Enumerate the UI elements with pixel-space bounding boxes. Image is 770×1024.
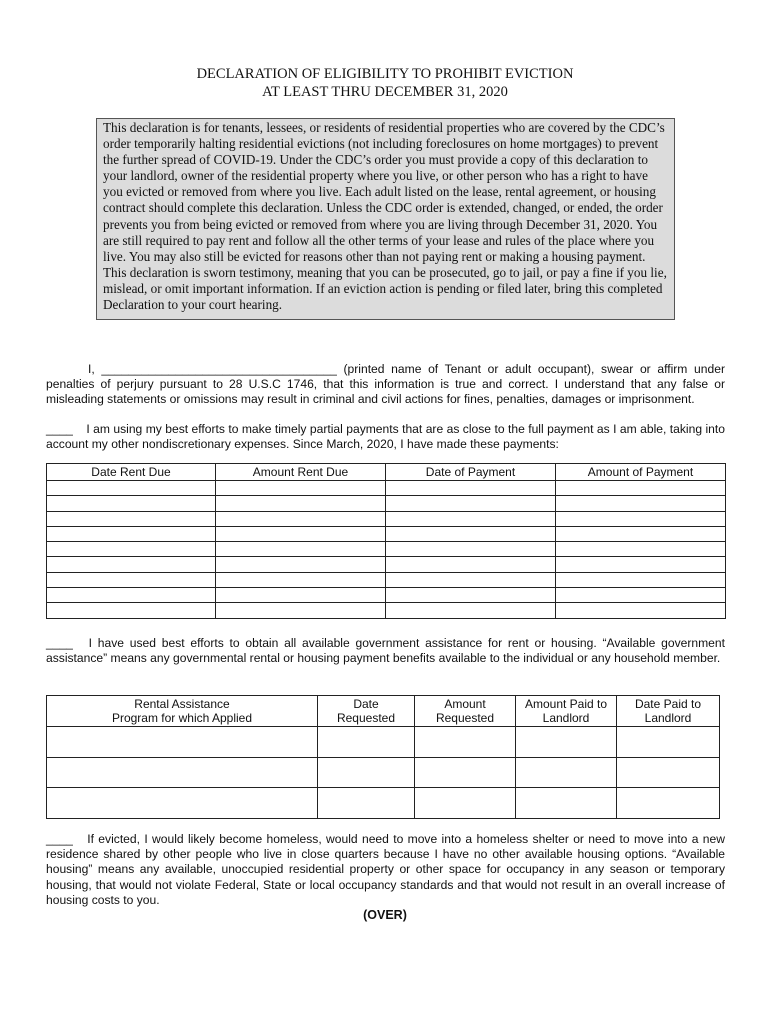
payment-cell[interactable] — [47, 557, 216, 572]
assistance-cell[interactable] — [617, 788, 720, 819]
assistance-cell[interactable] — [318, 788, 415, 819]
payment-cell[interactable] — [47, 588, 216, 603]
assistance-cell[interactable] — [516, 727, 617, 758]
assistance-header-cell: Date Paid to Landlord — [617, 696, 720, 727]
payment-cell[interactable] — [556, 511, 726, 526]
payment-cell[interactable] — [47, 511, 216, 526]
assistance-paragraph — [46, 636, 725, 666]
partial-payments-paragraph — [46, 422, 725, 452]
document-title — [0, 65, 770, 101]
assistance-cell[interactable] — [415, 727, 516, 758]
payment-cell[interactable] — [386, 557, 556, 572]
payment-cell[interactable] — [47, 526, 216, 541]
payments-row — [47, 557, 726, 572]
payments-header-cell: Date of Payment — [386, 464, 556, 481]
payment-cell[interactable] — [556, 496, 726, 511]
assistance-cell[interactable] — [47, 727, 318, 758]
tenant-name-blank[interactable]: ___________________________________ — [101, 362, 337, 376]
assistance-cell[interactable] — [318, 727, 415, 758]
payment-cell[interactable] — [556, 557, 726, 572]
payments-header-cell: Amount Rent Due — [216, 464, 386, 481]
title-line-2: AT LEAST THRU DECEMBER 31, 2020 — [262, 84, 508, 100]
assistance-cell[interactable] — [415, 788, 516, 819]
payment-cell[interactable] — [386, 603, 556, 618]
payment-cell[interactable] — [386, 542, 556, 557]
assistance-cell[interactable] — [617, 757, 720, 788]
payments-row — [47, 511, 726, 526]
payments-header-row — [47, 464, 726, 481]
payments-row — [47, 572, 726, 587]
homeless-text: If evicted, I would likely become homeless, would need to move into a homeless shelter or need to move into a new residence shared by other people who live in close quarters because I have no other available housing options. “Available housing” means any available, unoccupied residential property or other space for occupancy in any season or temporary housing, that would not violate Federal, State or local occupancy standards and that would not result in an overall increase of housing costs to you. — [46, 832, 725, 907]
payment-cell[interactable] — [216, 481, 386, 496]
payment-cell[interactable] — [556, 481, 726, 496]
partial-payments-text: I am using my best efforts to make timely partial payments that are as close to the full payment as I am able, taking into account my other nondiscretionary expenses. Since March, 2020, I have made these payments: — [46, 422, 725, 452]
payment-cell[interactable] — [216, 603, 386, 618]
over-label: (OVER) — [363, 908, 407, 922]
assistance-cell[interactable] — [516, 757, 617, 788]
assistance-checkbox-blank[interactable]: ____ — [46, 636, 73, 650]
payments-row — [47, 603, 726, 618]
payment-cell[interactable] — [556, 542, 726, 557]
assistance-header-cell: Rental Assistance Program for which Applied — [47, 696, 318, 727]
payments-row — [47, 526, 726, 541]
payment-cell[interactable] — [556, 603, 726, 618]
assistance-cell[interactable] — [318, 757, 415, 788]
payment-cell[interactable] — [216, 542, 386, 557]
assistance-header-cell: Amount Requested — [415, 696, 516, 727]
assistance-cell[interactable] — [617, 727, 720, 758]
payment-cell[interactable] — [556, 572, 726, 587]
payment-cell[interactable] — [386, 511, 556, 526]
payments-row — [47, 481, 726, 496]
assistance-row — [47, 788, 720, 819]
payments-row — [47, 542, 726, 557]
assistance-cell[interactable] — [516, 788, 617, 819]
assistance-header-cell: Amount Paid to Landlord — [516, 696, 617, 727]
payment-cell[interactable] — [216, 526, 386, 541]
assistance-cell[interactable] — [47, 757, 318, 788]
oath-text: (printed name of Tenant or adult occupant), swear or affirm under penalties of perjury pursuant to 28 U.S.C 1746, that this information is true and correct. I understand that any false or misleading statements or omissions may result in criminal and civil actions for fines, penalties, damages or imprisonment. — [46, 362, 725, 407]
assistance-cell[interactable] — [415, 757, 516, 788]
payments-row — [47, 588, 726, 603]
payment-cell[interactable] — [47, 481, 216, 496]
payment-cell[interactable] — [47, 496, 216, 511]
homeless-paragraph — [46, 832, 725, 908]
title-line-1: DECLARATION OF ELIGIBILITY TO PROHIBIT EVICTION — [196, 66, 574, 82]
partial-payments-checkbox-blank[interactable]: ____ — [46, 422, 73, 436]
assistance-row — [47, 757, 720, 788]
payment-cell[interactable] — [386, 481, 556, 496]
payment-cell[interactable] — [216, 511, 386, 526]
notice-box: This declaration is for tenants, lessees, or residents of residential properties who are covered by the CDC’s order temporarily halting residential evictions (not including foreclosures on home mortgages) to prevent the further spread of COVID-19. Under the CDC’s order you must provide a copy of this declaration to your landlord, owner of the residential property where you live, or other person who has a right to have you evicted or removed from where you live. Each adult listed on the lease, rental agreement, or housing contract should complete this declaration. Unless the CDC order is extended, changed, or ended, the order prevents you from being evicted or removed from where you are living through December 31, 2020. You are still required to pay rent and follow all the other terms of your lease and rules of the place where you live. You may also still be evicted for reasons other than not paying rent or making a housing payment. This declaration is sworn testimony, meaning that you can be prosecuted, go to jail, or pay a fine if you lie, mislead, or omit important information. If an eviction action is pending or filed later, bring this completed Declaration to your court hearing. — [96, 118, 675, 320]
payments-table — [46, 463, 726, 619]
payment-cell[interactable] — [386, 572, 556, 587]
payment-cell[interactable] — [386, 588, 556, 603]
homeless-checkbox-blank[interactable]: ____ — [46, 832, 73, 846]
oath-prefix: I, — [88, 362, 95, 376]
payments-row — [47, 496, 726, 511]
assistance-text: I have used best efforts to obtain all available government assistance for rent or housing. “Available government assistance” means any governmental rental or housing payment benefits available to the individual or any household member. — [46, 636, 725, 666]
payment-cell[interactable] — [386, 496, 556, 511]
payment-cell[interactable] — [216, 557, 386, 572]
payment-cell[interactable] — [216, 572, 386, 587]
payment-cell[interactable] — [47, 572, 216, 587]
assistance-header-row — [47, 696, 720, 727]
assistance-table — [46, 695, 720, 819]
payment-cell[interactable] — [556, 588, 726, 603]
payment-cell[interactable] — [47, 542, 216, 557]
payment-cell[interactable] — [386, 526, 556, 541]
payment-cell[interactable] — [216, 496, 386, 511]
assistance-row — [47, 727, 720, 758]
payment-cell[interactable] — [47, 603, 216, 618]
payment-cell[interactable] — [216, 588, 386, 603]
assistance-header-cell: Date Requested — [318, 696, 415, 727]
payments-header-cell: Amount of Payment — [556, 464, 726, 481]
oath-paragraph — [46, 362, 725, 408]
payments-header-cell: Date Rent Due — [47, 464, 216, 481]
assistance-cell[interactable] — [47, 788, 318, 819]
payment-cell[interactable] — [556, 526, 726, 541]
